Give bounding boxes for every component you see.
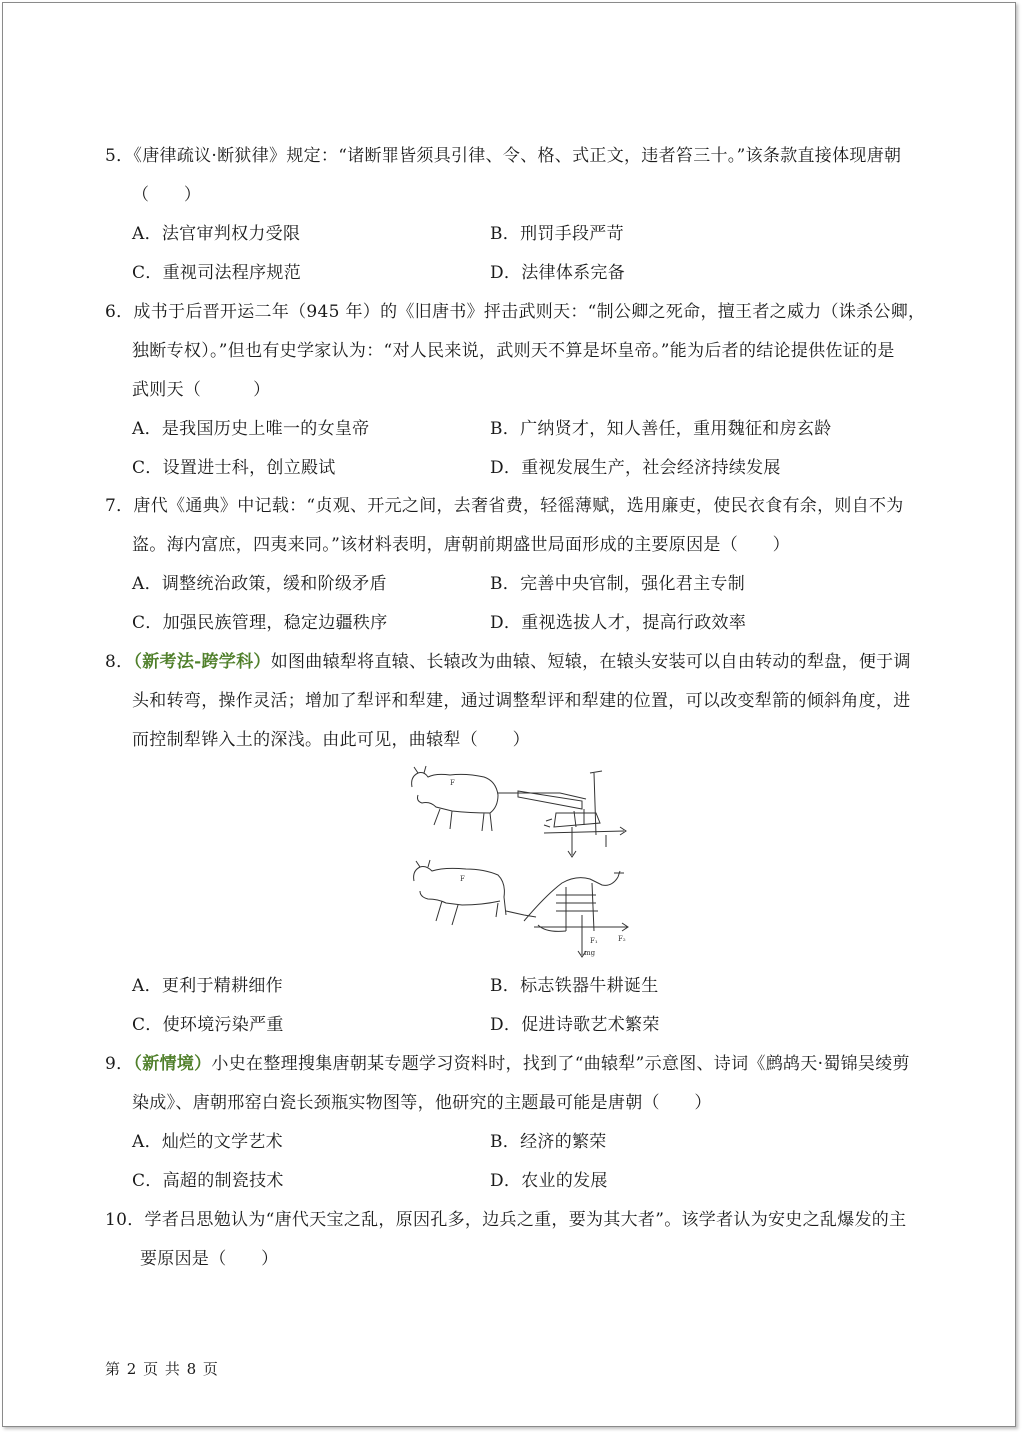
q8-option-a: A．更利于精耕细作: [132, 976, 283, 996]
q6-option-c: C．设置进士科，创立殿试: [132, 458, 336, 478]
q8-stem-1: [105, 650, 911, 674]
q8-option-b: B．标志铁器牛耕诞生: [490, 976, 659, 996]
q9-option-b: B．经济的繁荣: [490, 1132, 607, 1152]
q7-option-c: C．加强民族管理，稳定边疆秩序: [132, 613, 388, 633]
q8-option-c: C．使环境污染严重: [132, 1015, 284, 1035]
q7-stem-2: 盗。海内富庶，四夷来同。”该材料表明，唐朝前期盛世局面形成的主要原因是（ ）: [132, 535, 790, 555]
q7-option-b: B．完善中央官制，强化君主专制: [490, 574, 745, 594]
page-footer: 第 2 页 共 8 页: [105, 1360, 219, 1378]
q9-number: 9．: [105, 1054, 134, 1074]
q7-stem-1: 7．唐代《通典》中记载：“贞观、开元之间，去奢省费，轻徭薄赋，选用廉吏，使民衣食有余，则自不为: [105, 496, 904, 516]
q8-stem-2: 头和转弯，操作灵活；增加了犁评和犁建，通过调整犁评和犁建的位置，可以改变犁箭的倾斜角度，进: [132, 691, 911, 711]
q5-stem: 5．《唐律疏议·断狱律》规定：“诸断罪皆须具引律、令、格、式正文，违者笞三十。”该条款直接体现唐朝: [105, 146, 902, 166]
q9-option-d: D．农业的发展: [490, 1171, 608, 1191]
q6-stem-2: 独断专权）。”但也有史学家认为：“对人民来说，武则天不算是坏皇帝。”能为后者的结论提供佐证的是: [132, 341, 895, 361]
q9-stem-2: 染成》、唐朝邢窑白瓷长颈瓶实物图等，他研究的主题最可能是唐朝（ ）: [132, 1093, 712, 1113]
q10-stem-2: 要原因是（ ）: [140, 1249, 279, 1269]
q8-number: 8．: [105, 652, 134, 672]
label-mg: mg: [584, 949, 596, 957]
q6-option-a: A．是我国历史上唯一的女皇帝: [132, 419, 370, 439]
q9-stem-1: [105, 1052, 910, 1076]
q5-blank: （ ）: [132, 185, 202, 205]
q6-option-b: B．广纳贤才，知人善任，重用魏征和房玄龄: [490, 419, 832, 439]
q8-option-d: D．促进诗歌艺术繁荣: [490, 1015, 660, 1035]
q6-option-d: D．重视发展生产，社会经济持续发展: [490, 458, 781, 478]
curved-plow-diagram: [406, 765, 642, 960]
q9-option-c: C．高超的制瓷技术: [132, 1171, 284, 1191]
q9-stem-1-text: 小史在整理搜集唐朝某专题学习资料时，找到了“曲辕犁”示意图、诗词《鹧鸪天·蜀锦吴绫剪: [211, 1054, 910, 1074]
q7-option-d: D．重视选拔人才，提高行政效率: [490, 613, 747, 633]
q5-option-c: C．重视司法程序规范: [132, 263, 302, 283]
label-f2: F₂: [618, 935, 626, 943]
q8-stem-1-text: 如图曲辕犁将直辕、长辕改为曲辕、短辕，在辕头安装可以自由转动的犁盘，便于调: [270, 652, 911, 672]
label-f-upper: F: [450, 779, 455, 787]
q6-stem-1: 6．成书于后晋开运二年（945 年）的《旧唐书》抨击武则天：“制公卿之死命，擅王者之威力（诛杀公卿，: [105, 302, 926, 322]
q8-tag: （新考法-跨学科）: [133, 652, 271, 672]
label-f1: F₁: [590, 937, 598, 945]
q10-stem-1: 10．学者吕思勉认为“唐代天宝之乱，原因孔多，边兵之重，要为其大者”。该学者认为安史之乱爆发的主: [105, 1210, 907, 1230]
q5-option-a: A．法官审判权力受限: [132, 224, 301, 244]
q7-option-a: A．调整统治政策，缓和阶级矛盾: [132, 574, 387, 594]
label-f-lower: F: [460, 875, 465, 883]
q8-stem-3: 而控制犁铧入土的深浅。由此可见，曲辕犁（ ）: [132, 730, 530, 750]
q5-option-b: B．刑罚手段严苛: [490, 224, 624, 244]
q6-stem-3: 武则天（ ）: [132, 380, 271, 400]
q5-option-d: D．法律体系完备: [490, 263, 626, 283]
q9-option-a: A．灿烂的文学艺术: [132, 1132, 283, 1152]
q9-tag: （新情境）: [133, 1054, 212, 1074]
